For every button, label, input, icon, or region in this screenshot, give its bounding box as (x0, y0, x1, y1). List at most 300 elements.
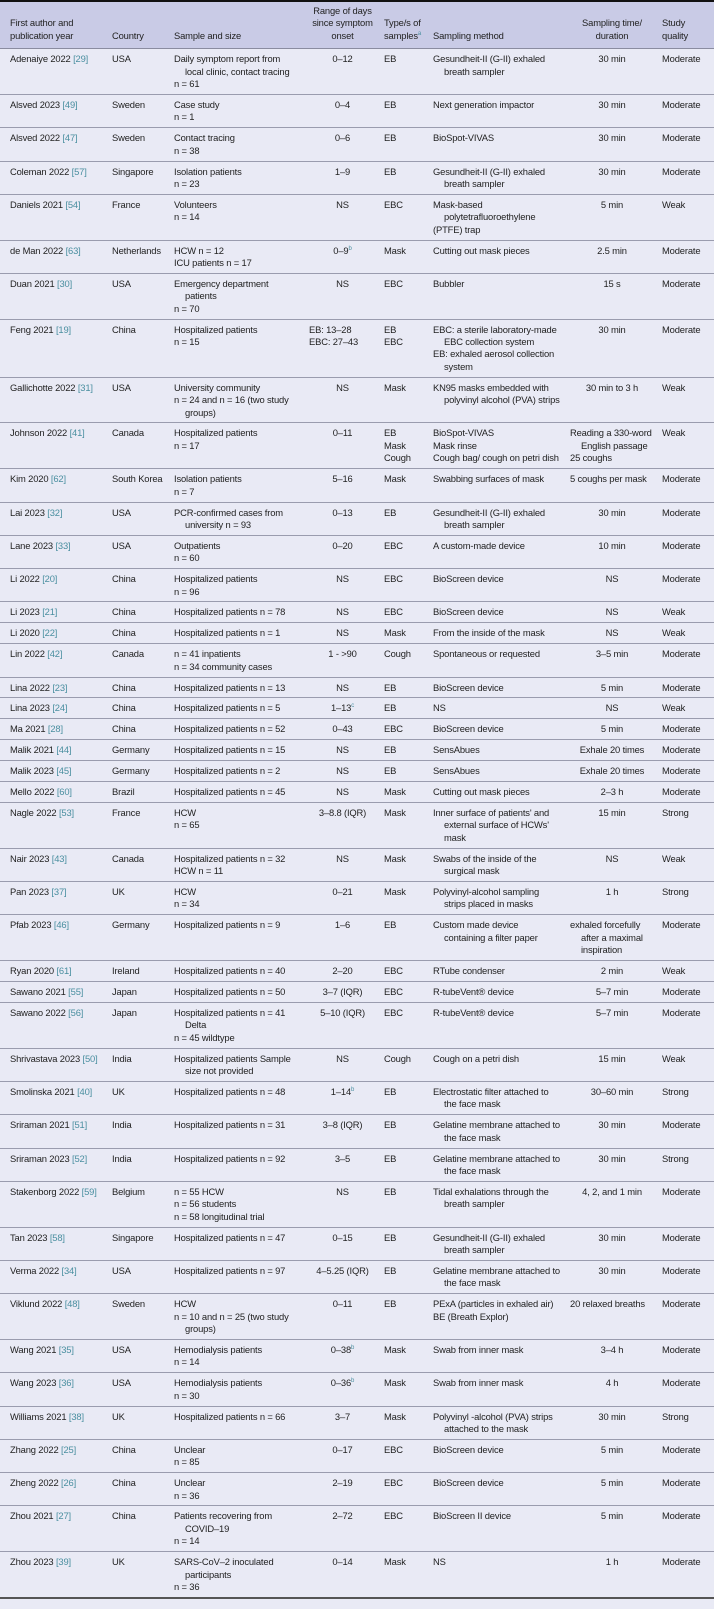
range-value: 3–5 (334, 1152, 351, 1164)
range-value: NS (336, 765, 349, 777)
time-line: 5 min (600, 1477, 624, 1489)
author-year: Zhou 2023 (10, 1556, 54, 1568)
cell-type (380, 803, 429, 849)
cell-method (429, 740, 566, 761)
author-year: de Man 2022 (10, 244, 64, 256)
cell-range (305, 882, 380, 915)
table-row (0, 128, 714, 161)
cell-quality: Moderate (658, 469, 714, 502)
cell-author (0, 502, 108, 535)
sample-line: n = 14 (174, 211, 200, 223)
cell-author (0, 1339, 108, 1372)
cell-time (566, 848, 658, 881)
cell-method (429, 273, 566, 319)
cell-quality: Moderate (658, 677, 714, 698)
reference-link[interactable]: [48] (64, 1298, 80, 1310)
reference-link[interactable]: [24] (52, 702, 68, 714)
cell-method (429, 644, 566, 677)
cell-quality: Weak (658, 423, 714, 469)
range-value: NS (336, 681, 349, 693)
sample-line: Hospitalized patients n = 40 (174, 965, 286, 977)
sample-line: n = 45 wildtype (174, 1031, 235, 1043)
reference-link[interactable]: [20] (42, 573, 58, 585)
method-line: Cutting out mask pieces (433, 786, 530, 798)
time-line: 3–4 h (600, 1343, 624, 1355)
reference-link[interactable]: [29] (73, 53, 89, 65)
sample-line: Hospitalized patients n = 66 (174, 1410, 286, 1422)
footnote-marker: a (417, 30, 422, 37)
sample-line: Patients recovering from COVID–19 (174, 1510, 273, 1534)
cell-type (380, 469, 429, 502)
cell-country: Sweden (108, 94, 170, 127)
reference-link[interactable]: [19] (55, 323, 71, 335)
sample-line: Hospitalized patients n = 47 (174, 1231, 286, 1243)
cell-author (0, 981, 108, 1002)
reference-link[interactable]: [37] (51, 886, 67, 898)
method-line: Swabs of the inside of the surgical mask (433, 852, 537, 877)
sample-line: n = 58 longitudinal trial (174, 1210, 265, 1222)
cell-time (566, 240, 658, 273)
cell-method (429, 1552, 566, 1598)
method-line: Polyvinyl-alcohol sampling strips placed in masks (433, 886, 540, 910)
sample-type: EB (384, 132, 397, 144)
reference-link[interactable]: [30] (57, 277, 73, 289)
cell-range (305, 94, 380, 127)
reference-link[interactable]: [56] (68, 1006, 84, 1018)
cell-type (380, 319, 429, 377)
cell-country: Japan (108, 1002, 170, 1048)
cell-quality: Moderate (658, 1181, 714, 1227)
cell-sample (170, 94, 305, 127)
table-row (0, 273, 714, 319)
cell-quality: Moderate (658, 161, 714, 194)
reference-link[interactable]: [58] (49, 1231, 65, 1243)
time-line: 5–7 min (595, 985, 629, 997)
reference-link[interactable]: [28] (47, 723, 63, 735)
method-line: Tidal exhalations through the breath sampler (433, 1185, 549, 1210)
sample-line: n = 96 (174, 585, 200, 597)
header-author: First author and publication year (0, 1, 108, 49)
sample-line: n = 70 (174, 302, 200, 314)
reference-link[interactable]: [52] (72, 1152, 88, 1164)
sample-line: Hospitalized patients n = 15 (174, 744, 286, 756)
method-line: Cough bag/ cough on petri dish (433, 452, 559, 464)
cell-type (380, 273, 429, 319)
reference-link[interactable]: [35] (58, 1343, 74, 1355)
table-row (0, 49, 714, 95)
method-line: Cough on a petri dish (433, 1052, 519, 1064)
table-row (0, 469, 714, 502)
cell-sample (170, 240, 305, 273)
sample-type: EBC (384, 539, 403, 551)
cell-sample (170, 194, 305, 240)
cell-quality: Moderate (658, 569, 714, 602)
author-year: Johnson 2022 (10, 427, 68, 439)
cell-author (0, 1260, 108, 1293)
cell-type (380, 1148, 429, 1181)
sample-line: Hospitalized patients (174, 323, 258, 335)
reference-link[interactable]: [47] (62, 132, 78, 144)
method-line: Swab from inner mask (433, 1343, 524, 1355)
reference-link[interactable]: [46] (53, 919, 69, 931)
sample-type: EBC (384, 1443, 403, 1455)
time-line: 5 min (600, 1443, 624, 1455)
cell-method (429, 882, 566, 915)
reference-link[interactable]: [62] (50, 473, 66, 485)
cell-method (429, 761, 566, 782)
cell-method (429, 1181, 566, 1227)
reference-link[interactable]: [25] (61, 1443, 77, 1455)
sample-type: EBC (384, 277, 403, 289)
method-line: BioSpot-VIVAS (433, 427, 494, 439)
cell-method (429, 1081, 566, 1114)
sample-line: Hospitalized patients n = 9 (174, 919, 281, 931)
cell-author (0, 469, 108, 502)
cell-time (566, 981, 658, 1002)
cell-author (0, 882, 108, 915)
header-range: Range of days since symptom onset (305, 1, 380, 49)
range-value: 3–7 (334, 1410, 351, 1422)
table-row (0, 569, 714, 602)
method-line: Gelatine membrane attached to the face mask (433, 1152, 560, 1176)
cell-author (0, 161, 108, 194)
cell-sample (170, 1373, 305, 1406)
reference-link[interactable]: [39] (55, 1556, 71, 1568)
method-line: R-tubeVent® device (433, 1006, 514, 1018)
cell-country: Sweden (108, 1294, 170, 1340)
sample-line: Isolation patients (174, 473, 242, 485)
reference-link[interactable]: [44] (56, 744, 72, 756)
cell-type (380, 1473, 429, 1506)
range-value: 2–20 (332, 965, 353, 977)
method-line: Spontaneous or requested (433, 648, 540, 660)
cell-author (0, 128, 108, 161)
range-value: NS (336, 1185, 349, 1197)
cell-method (429, 1294, 566, 1340)
cell-author (0, 782, 108, 803)
cell-time (566, 1473, 658, 1506)
sample-type: EB (384, 702, 397, 714)
cell-country: Brazil (108, 782, 170, 803)
cell-range (305, 1406, 380, 1439)
cell-sample (170, 49, 305, 95)
cell-time (566, 1148, 658, 1181)
sample-line: Case study (174, 98, 220, 110)
reference-link[interactable]: [55] (68, 985, 84, 997)
cell-method (429, 535, 566, 568)
table-row (0, 1002, 714, 1048)
cell-quality: Moderate (658, 1002, 714, 1048)
reference-link[interactable]: [41] (69, 427, 85, 439)
cell-sample (170, 1081, 305, 1114)
cell-type (380, 782, 429, 803)
reference-link[interactable]: [22] (42, 627, 58, 639)
reference-link[interactable]: [38] (68, 1410, 84, 1422)
cell-country: USA (108, 49, 170, 95)
cell-sample (170, 1506, 305, 1552)
cell-quality: Moderate (658, 1227, 714, 1260)
table-row (0, 502, 714, 535)
cell-sample (170, 1048, 305, 1081)
cell-range (305, 1181, 380, 1227)
sample-line: Emergency department patients (174, 277, 269, 302)
sample-line: n = 85 (174, 1456, 200, 1468)
reference-link[interactable]: [57] (71, 165, 87, 177)
sample-line: n = 61 (174, 78, 200, 90)
reference-link[interactable]: [49] (62, 98, 78, 110)
cell-range (305, 1081, 380, 1114)
cell-time (566, 1439, 658, 1472)
reference-link[interactable]: [63] (65, 244, 81, 256)
cell-time (566, 469, 658, 502)
cell-time (566, 1081, 658, 1114)
header-type (380, 1, 429, 49)
range-value: 1 - >90 (328, 648, 357, 660)
cell-time (566, 319, 658, 377)
cell-quality: Moderate (658, 535, 714, 568)
sample-line: SARS-CoV–2 inoculated participants (174, 1556, 274, 1580)
cell-method (429, 1473, 566, 1506)
cell-country: China (108, 623, 170, 644)
table-row (0, 1506, 714, 1552)
reference-link[interactable]: [32] (47, 506, 63, 518)
cell-quality: Weak (658, 961, 714, 982)
cell-author (0, 423, 108, 469)
author-year: Kim 2020 (10, 473, 49, 485)
author-year: Malik 2021 (10, 744, 54, 756)
cell-method (429, 1373, 566, 1406)
cell-quality: Moderate (658, 49, 714, 95)
sample-type: Mask (384, 627, 406, 639)
time-line: 1 h (605, 1556, 619, 1568)
cell-time (566, 1373, 658, 1406)
range-value: 1–13 (330, 702, 352, 714)
reference-link[interactable]: [54] (65, 198, 81, 210)
cell-range (305, 623, 380, 644)
time-line: 2–3 h (600, 786, 624, 798)
cell-method (429, 128, 566, 161)
cell-time (566, 1115, 658, 1148)
cell-author (0, 623, 108, 644)
reference-link[interactable]: [23] (52, 681, 68, 693)
cell-country: Canada (108, 644, 170, 677)
sample-line: n = 55 HCW (174, 1185, 224, 1197)
time-line: NS (605, 702, 619, 714)
reference-link[interactable]: [27] (55, 1510, 71, 1522)
sample-line: Outpatients (174, 539, 221, 551)
sample-line: n = 24 and n = 16 (two study groups) (174, 394, 289, 418)
time-line: 5 coughs per mask (570, 473, 647, 485)
author-year: Gallichotte 2022 (10, 381, 76, 393)
range-value: 0–14 (332, 1556, 353, 1568)
cell-type (380, 1552, 429, 1598)
cell-author (0, 677, 108, 698)
method-line: SensAbues (433, 765, 480, 777)
method-line: Gesundheit-II (G-II) exhaled breath sampler (433, 1231, 545, 1255)
reference-link[interactable]: [60] (56, 786, 72, 798)
author-year: Sawano 2022 (10, 1006, 66, 1018)
cell-range (305, 782, 380, 803)
cell-country: China (108, 602, 170, 623)
reference-link[interactable]: [33] (55, 539, 71, 551)
range-value: 0–17 (332, 1443, 353, 1455)
cell-method (429, 1115, 566, 1148)
sample-line: HCW (174, 886, 196, 898)
table-row (0, 761, 714, 782)
cell-sample (170, 502, 305, 535)
sample-line: n = 34 community cases (174, 660, 273, 672)
footnote-marker: b (348, 245, 352, 252)
cell-method (429, 1260, 566, 1293)
cell-sample (170, 623, 305, 644)
cell-author (0, 803, 108, 849)
method-line: Inner surface of patients' and external surface of HCWs' mask (433, 807, 550, 843)
sample-type: Cough (384, 1052, 411, 1064)
cell-country: France (108, 194, 170, 240)
method-line: EB: exhaled aerosol collection system (433, 348, 555, 372)
method-line: BioScreen device (433, 723, 504, 735)
cell-quality: Moderate (658, 981, 714, 1002)
cell-sample (170, 602, 305, 623)
author-year: Li 2022 (10, 573, 40, 585)
cell-range (305, 535, 380, 568)
reference-link[interactable]: [53] (58, 807, 74, 818)
reference-link[interactable]: [40] (77, 1085, 93, 1097)
cell-time (566, 423, 658, 469)
time-line: 30 min (598, 98, 626, 110)
sample-line: Hospitalized patients n = 1 (174, 627, 281, 639)
table-row (0, 535, 714, 568)
cell-quality: Moderate (658, 915, 714, 961)
cell-sample (170, 740, 305, 761)
cell-sample (170, 1148, 305, 1181)
time-line: 10 min (598, 539, 626, 551)
time-line: 20 relaxed breaths (570, 1298, 645, 1310)
time-line: 30–60 min (590, 1085, 634, 1097)
cell-country: Canada (108, 423, 170, 469)
cell-range (305, 319, 380, 377)
table-row (0, 981, 714, 1002)
reference-link[interactable]: [45] (56, 765, 72, 777)
cell-quality: Moderate (658, 1473, 714, 1506)
cell-sample (170, 319, 305, 377)
reference-link[interactable]: [26] (61, 1477, 77, 1489)
cell-sample (170, 1181, 305, 1227)
cell-sample (170, 535, 305, 568)
cell-method (429, 1339, 566, 1372)
reference-link[interactable]: [31] (77, 381, 93, 393)
author-year: Tan 2023 (10, 1231, 48, 1243)
reference-link[interactable]: [59] (81, 1185, 97, 1197)
sample-line: HCW n = 11 (174, 865, 224, 877)
table-row (0, 1260, 714, 1293)
reference-link[interactable]: [42] (47, 648, 63, 660)
cell-quality: Strong (658, 803, 714, 849)
time-line: Exhale 20 times (579, 765, 645, 777)
table-row (0, 1048, 714, 1081)
time-line: Reading a 330-word English passage (570, 427, 652, 451)
reference-link[interactable]: [34] (61, 1264, 77, 1276)
cell-type (380, 698, 429, 719)
method-line: NS (433, 702, 446, 714)
method-line: BioScreen device (433, 1443, 504, 1455)
footnote-marker: b (351, 1344, 355, 1351)
method-line: Gesundheit-II (G-II) exhaled breath sampler (433, 53, 545, 77)
cell-range (305, 719, 380, 740)
cell-country: Germany (108, 740, 170, 761)
method-line: Bubbler (433, 277, 465, 289)
cell-method (429, 94, 566, 127)
reference-link[interactable]: [36] (58, 1377, 74, 1389)
cell-country: Belgium (108, 1181, 170, 1227)
cell-sample (170, 273, 305, 319)
header-method: Sampling method (429, 1, 566, 49)
table-row (0, 698, 714, 719)
sample-type: EB (384, 427, 397, 439)
sample-line: Hemodialysis patients (174, 1377, 263, 1389)
cell-method (429, 569, 566, 602)
cell-range (305, 981, 380, 1002)
cell-sample (170, 1552, 305, 1598)
cell-author (0, 1406, 108, 1439)
cell-range (305, 128, 380, 161)
cell-type (380, 1048, 429, 1081)
author-year: Nair 2023 (10, 852, 50, 864)
sample-type: EB (384, 1231, 397, 1243)
sample-type: EB (384, 681, 397, 693)
cell-type (380, 128, 429, 161)
time-line: 30 min (598, 323, 626, 335)
reference-link[interactable]: [43] (51, 852, 67, 864)
cell-author (0, 1227, 108, 1260)
cell-sample (170, 569, 305, 602)
sample-type: EBC (384, 985, 403, 997)
sample-line: Daily symptom report from local clinic, contact tracing (174, 53, 290, 77)
method-line: BioSpot-VIVAS (433, 132, 494, 144)
time-line: 30 min to 3 h (585, 381, 639, 393)
cell-method (429, 915, 566, 961)
sample-type: EBC (384, 198, 403, 210)
reference-link[interactable]: [51] (72, 1119, 88, 1131)
reference-link[interactable]: [50] (82, 1052, 98, 1064)
sample-line: Hospitalized patients n = 48 (174, 1085, 286, 1097)
table-row (0, 719, 714, 740)
sample-line: Hospitalized patients n = 5 (174, 702, 281, 714)
reference-link[interactable]: [21] (42, 606, 58, 618)
cell-type (380, 1081, 429, 1114)
cell-method (429, 161, 566, 194)
method-line: NS (433, 1556, 446, 1568)
range-line: EBC: 27–43 (309, 336, 359, 348)
cell-type (380, 915, 429, 961)
range-value: 0–43 (332, 723, 353, 735)
cell-time (566, 1260, 658, 1293)
cell-time (566, 677, 658, 698)
time-line: NS (605, 606, 619, 618)
cell-author (0, 1002, 108, 1048)
time-line: 5 min (600, 198, 624, 210)
cell-country: Sweden (108, 128, 170, 161)
sample-type: Mask (384, 1556, 406, 1568)
cell-sample (170, 1002, 305, 1048)
reference-link[interactable]: [61] (56, 965, 72, 977)
range-value: 0–4 (334, 98, 351, 110)
cell-country: USA (108, 273, 170, 319)
cell-country: Singapore (108, 1227, 170, 1260)
cell-method (429, 623, 566, 644)
author-year: Daniels 2021 (10, 198, 63, 210)
cell-type (380, 1506, 429, 1552)
